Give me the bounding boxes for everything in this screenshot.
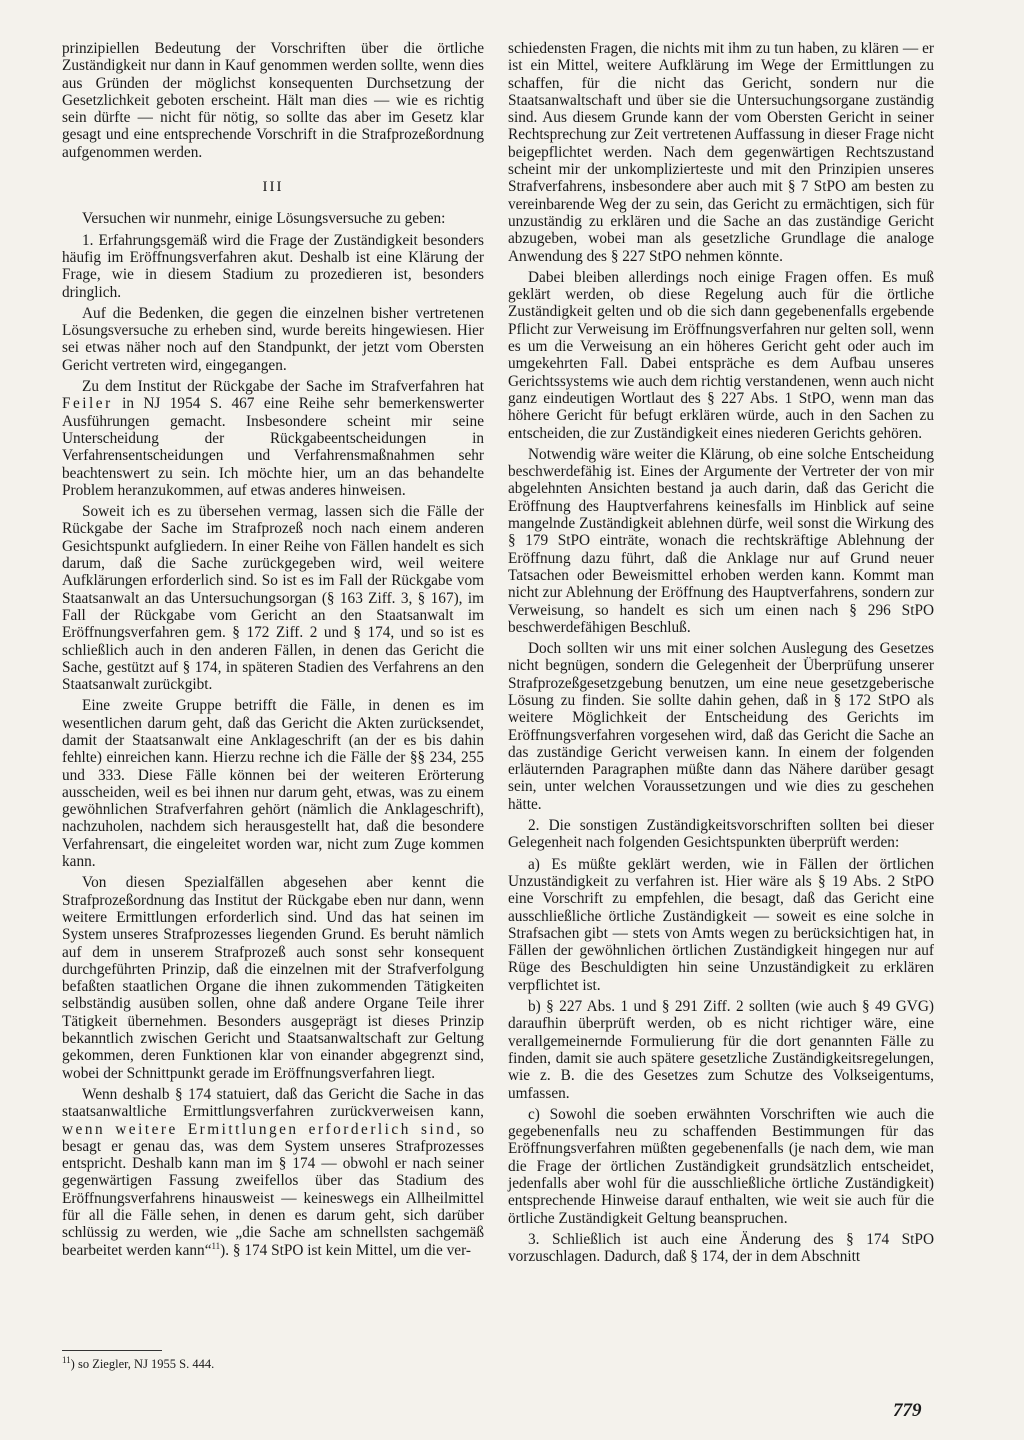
footnote-marker: 11 (62, 1354, 71, 1365)
paragraph: a) Es müßte geklärt werden, wie in Fällen der örtlichen Unzuständigkeit zu verfahren ist. Hier wäre als § 19 Abs. 2 StPO eine Vorschrift zu empfehlen, die besagt, daß das Gericht eine ausschließliche örtliche Zuständigkeit — soweit es eine solche in Strafsachen gibt — stets von Amts wegen zu berücksichtigen hat, in Fällen der gewöhnlichen örtlichen Zuständigkeit hingegen nur auf Rüge des Beschuldigten hin seine Unzuständigkeit zu erklären verpflichtet ist. (508, 855, 934, 994)
paragraph: Soweit ich es zu übersehen vermag, lassen sich die Fälle der Rückgabe der Sache im Strafprozeß noch nach einem anderen Gesichtspunkt aufgliedern. In einer Reihe von Fällen handelt es sich darum, daß die Sache zurückgegeben wird, weil weitere Aufklärungen erforderlich sind. So ist es im Fall der Rückgabe vom Staatsanwalt an das Untersuchungsorgan (§ 163 Ziff. 3, § 167), im Fall der Rückgabe vom Gericht an den Staatsanwalt im Eröffnungsverfahren gem. § 172 Ziff. 2 und § 174, und so ist es schließlich auch in den anderen Fällen, in denen das Gericht die Sache, gestützt auf § 174, in späteren Stadien des Verfahrens an den Staatsanwalt zurückgibt. (62, 503, 484, 694)
paragraph: 3. Schließlich ist auch eine Änderung des § 174 StPO vorzuschlagen. Dadurch, daß § 174, der in dem Abschnitt (508, 1230, 934, 1266)
author-name: Feiler (62, 395, 113, 413)
paragraph: Eine zweite Gruppe betrifft die Fälle, in denen es im wesentlichen darum geht, daß das Gericht die Akten zurücksendet, damit der Staatsanwalt eine Anklageschrift (an der es bis dahin fehlte) einreichen kann. Hierzu rechne ich die Fälle der §§ 234, 255 und 333. Diese Fälle können bei der weiteren Erörterung ausscheiden, weil es bei ihnen nur darum geht, etwas, was zu einem gewöhnlichen Strafverfahren gehört (nämlich die Anklageschrift), nachzuholen, nachdem sich herausgestellt hat, daß die besondere Verfahrensart, die eingeleitet worden war, nicht zum Zuge kommen kann. (62, 697, 484, 871)
text: in NJ 1954 S. 467 eine Reihe sehr bemerkenswerter Ausführungen gemacht. Insbesondere scheint mir seine Unterscheidung der Rückgabeentscheidungen in Verfahrensentscheidungen und Verfahrensmaßnahmen sehr beachtenswert zu sein. Ich möchte hier, um an das behandelte Problem heranzukommen, auf etwas anderes hinweisen. (62, 395, 484, 499)
footnote-divider (62, 1350, 162, 1351)
text: so besagt er genau das, was dem System unseres Strafprozesses entspricht. Deshalb kann man im § 174 — obwohl er nach seiner gegenwärtigen Fassung zweifellos über das Stadium des Eröffnungsverfahrens hinausweist — keineswegs ein Allheilmittel für all die Fälle sehen, in denen es darum geht, sich darüber schlüssig zu werden, wie „die Sache am schnellsten sachgemäß bearbeitet werden kann“ (62, 1120, 484, 1259)
paragraph: Doch sollten wir uns mit einer solchen Auslegung des Gesetzes nicht begnügen, sondern die Gelegenheit der Überprüfung unserer Strafprozeßgesetzgebung benutzen, um eine neue gesetzgeberische Lösung zu finden. Sie sollte dahin gehen, daß in § 172 StPO als weitere Möglichkeit der Entscheidung des Gerichts im Eröffnungsverfahren vorgesehen wird, daß das Gericht die Sache an das zuständige Gericht verweisen kann. In einem der folgenden erläuternden Paragraphen müßte dann das Nähere darüber gesagt sein, unter welchen Voraussetzungen und wie dies zu geschehen hätte. (508, 640, 934, 813)
paragraph: schiedensten Fragen, die nichts mit ihm zu tun haben, zu klären — er ist ein Mittel, weitere Aufklärung im Wege der Ermittlungen zu schaffen, für die nicht das Gericht, sondern nur die Staatsanwaltschaft und über sie die Untersuchungsorgane zuständig sind. Aus diesem Grunde kann der vom Obersten Gericht in seiner Rechtsprechung zur Zeit vertretenen Auffassung in dieser Frage nicht beigepflichtet werden. Nach dem gegenwärtigen Rechtszustand scheint mir der unkomplizierteste und mit den Prinzipien unseres Strafverfahrens, insbesondere aber auch mit § 7 StPO am besten zu vereinbarende Weg der zu sein, das Gericht zu ermächtigen, sich für unzuständig zu erklären und die Sache an das zuständige Gericht abzugeben, wobei man als gesetzliche Grundlage die analoge Anwendung des § 227 StPO nehmen könnte. (508, 40, 934, 265)
paragraph: prinzipiellen Bedeutung der Vorschriften über die örtliche Zuständigkeit nur dann in Kauf genommen werden sollte, wenn dies aus Gründen der möglichst konsequenten Durchsetzung der Gesetzlichkeit geboten erscheint. Hält man dies — wie es richtig sein dürfte — nicht für nötig, so sollte das aber im Gesetz klar gesagt und eine entsprechende Vorschrift in die Strafprozeßordnung aufgenommen werden. (62, 40, 484, 161)
paragraph: Notwendig wäre weiter die Klärung, ob eine solche Entscheidung beschwerdefähig ist. Eines der Argumente der Vertreter der von mir abgelehnten Ansichten bestand ja auch darin, daß das Gericht die Eröffnung des Hauptverfahrens keinesfalls im Hinblick auf seine mangelnde Zuständigkeit ablehnen dürfe, weil sonst die Wirkung des § 179 StPO einträte, wonach die rechtskräftige Ablehnung der Eröffnung dazu führt, daß die Anklage nur auf Grund neuer Tatsachen oder Beweismittel erhoben werden kann. Kommt man nicht zur Ablehnung der Eröffnung des Hauptverfahrens, sondern zur Verweisung, so handelt es sich um einen nach § 296 StPO beschwerdefähigen Beschluß. (508, 445, 934, 636)
section-heading: III (262, 179, 284, 196)
text: ). § 174 StPO ist kein Mittel, um die ver- (220, 1241, 471, 1259)
paragraph (62, 378, 484, 499)
footnote-text: ) so Ziegler, NJ 1955 S. 444. (70, 1357, 215, 1371)
paragraph (62, 1086, 484, 1259)
right-column (508, 40, 934, 1269)
paragraph: Dabei bleiben allerdings noch einige Fragen offen. Es muß geklärt werden, ob diese Regelung auch für die örtliche Zuständigkeit gelten und ob die sich dann gegebenenfalls ergebende Pflicht zur Verweisung im Eröffnungsverfahren nur gelten soll, wenn es um die Verweisung an ein höheres Gericht geht oder auch im umgekehrten Fall. Dabei entspräche es dem Aufbau unseres Gerichtssystems wie auch dem richtig verstandenen, wenn auch nicht ganz eindeutigen Wortlaut des § 227 Abs. 1 StPO, wenn man das höhere Gericht für befugt erklären würde, auch in den Sachen zu entscheiden, die zur Zuständigkeit eines niederen Gerichts gehören. (508, 268, 934, 442)
left-column (62, 40, 484, 1263)
paragraph: 2. Die sonstigen Zuständigkeitsvorschriften sollten bei dieser Gelegenheit nach folgenden Gesichtspunkten überprüft werden: (508, 817, 934, 852)
text: Wenn deshalb § 174 statuiert, daß das Gericht die Sache in das staatsanwaltliche Ermittlungsverfahren zurückverweisen kann, (62, 1085, 484, 1121)
text: Zu dem Institut der Rückgabe der Sache im Strafverfahren hat (82, 378, 484, 396)
paragraph: Auf die Bedenken, die gegen die einzelnen bisher vertretenen Lösungsversuche zu erheben sind, wurde bereits hingewiesen. Hier sei etwas näher noch auf den Standpunkt, der jetzt vom Obersten Gericht vertreten wird, eingegangen. (62, 304, 484, 374)
paragraph: c) Sowohl die soeben erwähnten Vorschriften wie auch die gegebenenfalls neu zu schaffenden Bestimmungen für das Eröffnungsverfahren müßten gegebenenfalls (je nach dem, wie man die Frage der örtlichen Zuständigkeit grundsätzlich entscheidet, jedenfalls aber wohl für die ausschließliche örtliche Zuständigkeit) entsprechende Hinweise darauf enthalten, wie weit sie auch für die örtliche Zuständigkeit Geltung beanspruchen. (508, 1105, 934, 1227)
footnote-reference: 11 (211, 1240, 221, 1251)
page-number: 779 (893, 1400, 922, 1421)
paragraph: Versuchen wir nunmehr, einige Lösungsversuche zu geben: (82, 210, 446, 228)
footnote (62, 1354, 482, 1372)
paragraph: b) § 227 Abs. 1 und § 291 Ziff. 2 sollten (wie auch § 49 GVG) daraufhin überprüft werden, ob es nicht richtiger wäre, eine verallgemeinernde Formulierung für die dort genannten Fälle zu finden, damit sie auch spätere gesetzliche Zuständigkeitsregelungen, wie z. B. die des Gesetzes zum Schutze des Volkseigentums, umfassen. (508, 998, 934, 1102)
paragraph: Von diesen Spezialfällen abgesehen aber kennt die Strafprozeßordnung das Institut der Rückgabe eben nur dann, wenn weitere Ermittlungen erforderlich sind. Und das hat seinen im System unseres Strafprozesses liegenden Grund. Es beruht nämlich auf dem in unserem Strafprozeß auch sonst sehr konsequent durchgeführten Prinzip, daß die einzelnen mit der Strafverfolgung befaßten staatlichen Organe die ihnen zukommenden Tätigkeiten selbständig ausüben sollen, ohne daß andere Organe Teile ihrer Tätigkeit übernehmen. Besonders ausgeprägt ist dieses Prinzip bekanntlich zwischen Gericht und Staatsanwaltschaft zur Geltung gekommen, deren Funktionen klar von einander abgegrenzt sind, wobei der Schnittpunkt gerade im Eröffnungsverfahren liegt. (62, 874, 484, 1082)
paragraph: 1. Erfahrungsgemäß wird die Frage der Zuständigkeit besonders häufig im Eröffnungsverfahren akut. Deshalb ist eine Klärung der Frage, wie in diesem Stadium zu prozedieren ist, besonders dringlich. (62, 231, 484, 301)
emphasis-text: wenn weitere Ermittlungen erforderlich sind, (62, 1120, 463, 1138)
